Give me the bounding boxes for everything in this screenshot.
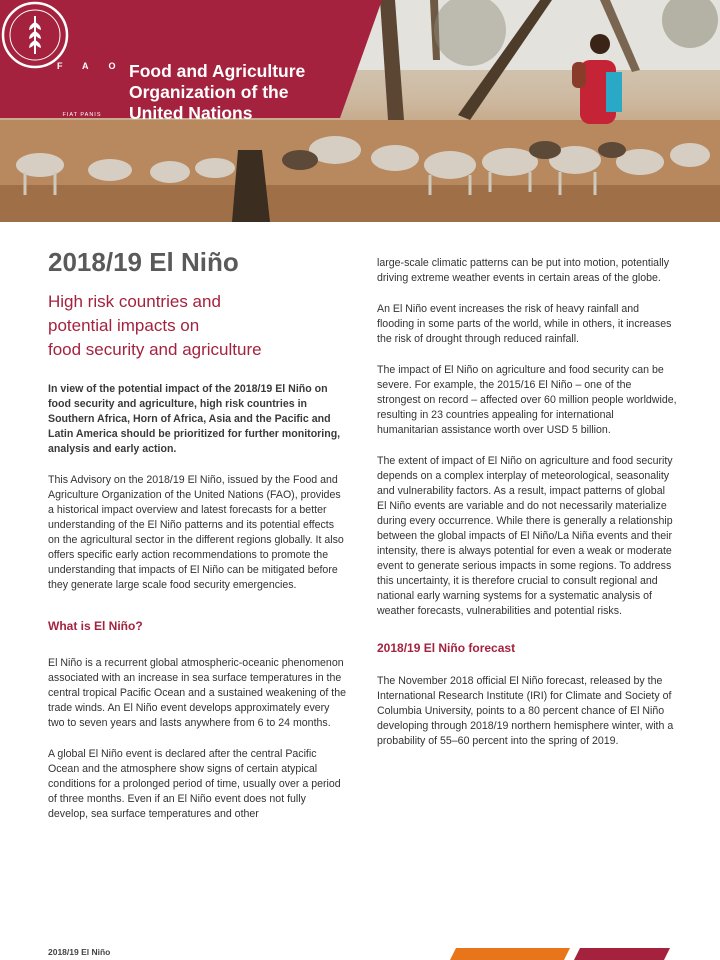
intro-paragraph: This Advisory on the 2018/19 El Niño, issued by the Food and Agriculture Organization of the United Nations (FAO), provides a historical impact overview and latest forecasts for a better understanding of the El Niño patterns and its potential effects on the agricultural sector in the different regions globally. It also offers specific early action recommendations to promote the understanding that impacts of El Niño can be mitigated before they generate large scale food security emergencies.: [48, 474, 344, 591]
lead-paragraph: In view of the potential impact of the 2018/19 El Niño on food security and agriculture, high risk countries in Southern Africa, Horn of Africa, Asia and the Pacific and Latin America should be prioritized for further monitoring, analysis and early action.: [48, 383, 341, 455]
subtitle-line: food security and agriculture: [48, 340, 262, 359]
footer-label: 2018/19 El Niño: [48, 947, 111, 957]
body-paragraph: The extent of impact of El Niño on agriculture and food security depends on a complex interplay of meteorological, seasonality and vulnerability factors. As a result, impact patterns of global El Niño events are variable and do not necessarily materialize during every occurrence. While there is generally a relationship between the global impacts of El Niño/La Niña events and their intensity, there is always potential for even a weak or moderate event to generate serious impacts in some regions. To address this uncertainty, it is therefore crucial to consult regional and national early warning systems for a systematic analysis of weather forecasts, vulnerabilities and potential risks.: [377, 455, 673, 617]
hero-photo: [0, 0, 720, 222]
fao-logo-motto: FIAT PANIS: [62, 112, 102, 118]
section-heading-what-is-el-nino: What is El Niño?: [48, 619, 143, 633]
subtitle-line: High risk countries and: [48, 292, 221, 311]
fao-logo-letters: FAO: [57, 61, 136, 71]
body-paragraph: The November 2018 official El Niño forecast, released by the International Research Institute (IRI) for Climate and Society of Columbia University, points to a 80 percent chance of El Niño developing through 2018/19 northern hemisphere winter, with a probability of 55–60 percent into the spring of 2019.: [377, 675, 674, 747]
footer-accent-bar: [450, 948, 720, 960]
body-paragraph: The impact of El Niño on agriculture and food security can be severe. For example, the 2015/16 El Niño – one of the strongest on record – affected over 60 million people worldwide, resulting in 23 countries appealing for international humanitarian assistance worth over USD 5 billion.: [377, 364, 677, 436]
body-paragraph: A global El Niño event is declared after the central Pacific Ocean and the atmosphere show signs of certain atypical conditions for a prolonged period of time, usually over a period of three months. Even if an El Niño event does not fully develop, sea surface temperatures and other: [48, 748, 341, 820]
fao-logo: [0, 0, 70, 70]
right-column: [377, 256, 677, 765]
org-name-line: United Nations: [129, 103, 253, 123]
body-paragraph: El Niño is a recurrent global atmospheric-oceanic phenomenon associated with an increase in sea surface temperatures in the central tropical Pacific Ocean and a sustained weakening of the trade winds. An El Niño event develops approximately every two to seven years and lasts anywhere from 6 to 24 months.: [48, 657, 346, 729]
body-paragraph: An El Niño event increases the risk of heavy rainfall and flooding in some parts of the world, while in others, it increases the risk of drought through reduced rainfall.: [377, 303, 672, 345]
left-column: [48, 238, 348, 838]
subtitle-line: potential impacts on: [48, 316, 200, 335]
organization-name: [129, 61, 369, 124]
org-name-line: Food and Agriculture: [129, 61, 306, 81]
org-name-line: Organization of the: [129, 82, 289, 102]
document-title: 2018/19 El Niño: [48, 247, 239, 277]
document-subtitle: [48, 290, 348, 362]
body-paragraph: large-scale climatic patterns can be put into motion, potentially driving extreme weather events in certain areas of the globe.: [377, 257, 670, 284]
section-heading-forecast: 2018/19 El Niño forecast: [377, 641, 516, 655]
